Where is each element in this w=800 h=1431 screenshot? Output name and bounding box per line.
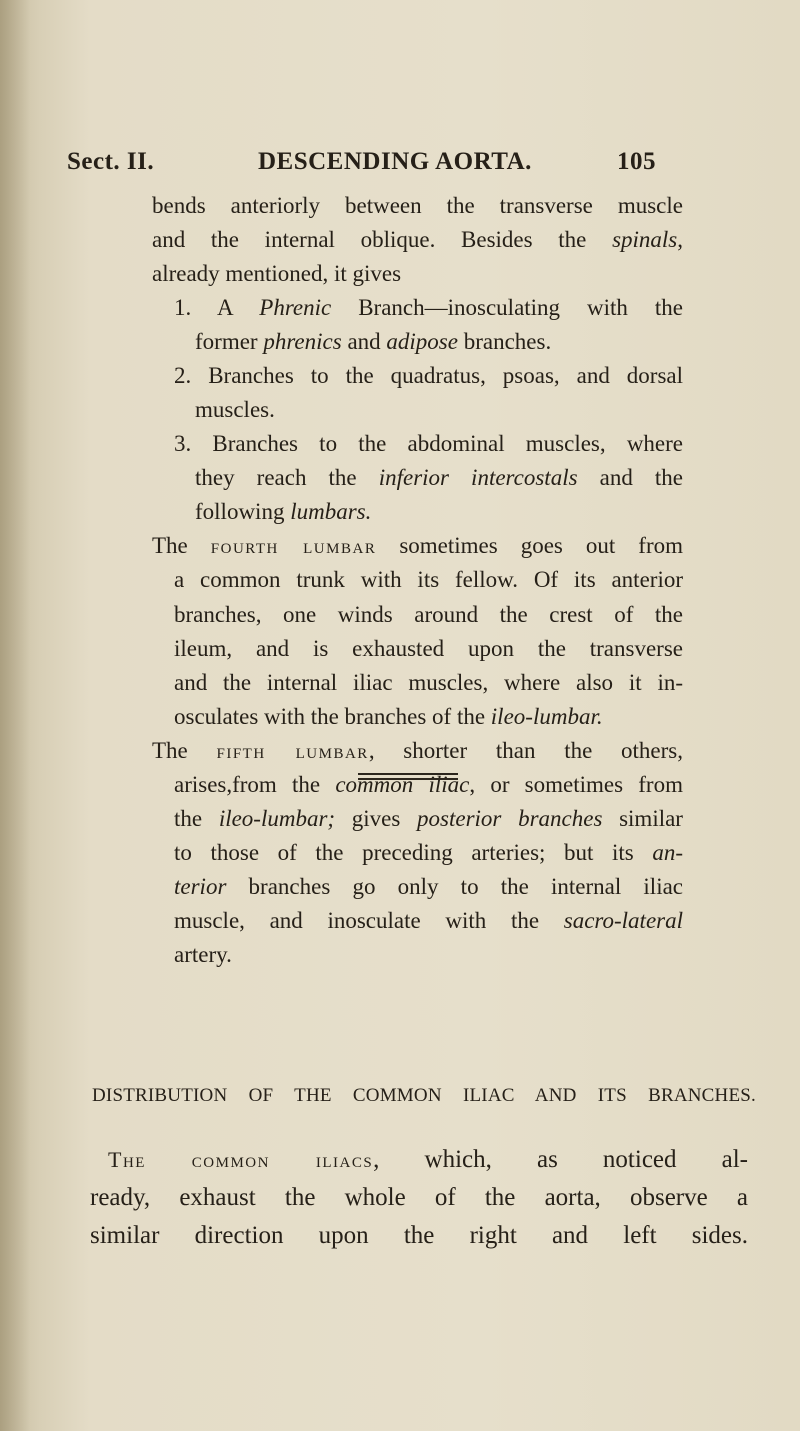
- italic-run: adipose: [386, 329, 458, 354]
- small-caps-run: The common iliacs: [108, 1147, 374, 1172]
- text-line: [174, 602, 683, 628]
- text-line: [195, 397, 275, 423]
- section-heading: [92, 1085, 756, 1107]
- text-line: [174, 295, 683, 321]
- text-run: and the internal oblique. Besides the: [152, 227, 613, 252]
- text-run: branches go only to the internal iliac: [226, 874, 683, 899]
- text-run: DISTRIBUTION OF THE COMMON ILIAC AND ITS BRANCHES.: [92, 1085, 756, 1106]
- text-run: and the: [577, 465, 683, 490]
- running-header: [67, 148, 767, 180]
- text-run: the: [174, 806, 219, 831]
- text-run: to those of the preceding arteries; but its: [174, 840, 653, 865]
- section-divider-rule: [358, 773, 458, 780]
- text-line: [174, 431, 683, 457]
- text-line: [152, 193, 683, 219]
- text-run: muscles.: [195, 397, 275, 422]
- text-line: [174, 363, 683, 389]
- text-run: muscle, and inosculate with the: [174, 908, 564, 933]
- text-line: [174, 567, 683, 593]
- text-line: [174, 636, 683, 662]
- text-line: [195, 499, 371, 525]
- text-run: bends anteriorly between the transverse muscle: [152, 193, 683, 218]
- text-line: [174, 942, 232, 968]
- text-line: [90, 1222, 748, 1250]
- italic-run: sacro-lateral: [563, 908, 683, 933]
- italic-run: Phrenic: [259, 295, 332, 320]
- text-run: , which, as noticed al-: [373, 1146, 748, 1173]
- text-line: [152, 261, 401, 287]
- text-run: artery.: [174, 942, 232, 967]
- text-run: Branch—inosculating with the: [331, 295, 683, 320]
- italic-run: common iliac: [335, 772, 470, 797]
- text-line: [174, 908, 683, 934]
- text-line: [152, 533, 683, 559]
- text-run: arises,from the: [174, 772, 336, 797]
- text-run: gives: [335, 806, 418, 831]
- text-line: [195, 329, 551, 355]
- text-run: branches.: [457, 329, 552, 354]
- text-line: [174, 704, 603, 730]
- text-run: similar direction upon the right and left sides.: [90, 1222, 748, 1249]
- text-run: The: [152, 738, 217, 763]
- text-run: already mentioned, it gives: [152, 261, 402, 286]
- text-run: , or sometimes from: [469, 772, 683, 797]
- text-line: [90, 1184, 748, 1212]
- italic-run: ileo-lumbar.: [490, 704, 603, 729]
- text-line: [174, 670, 683, 696]
- italic-run: terior: [174, 874, 227, 899]
- text-run: 1. A: [174, 295, 260, 320]
- small-caps-run: fifth lumbar: [216, 738, 369, 763]
- italic-run: ileo-lumbar;: [218, 806, 336, 831]
- text-line: [108, 1146, 748, 1174]
- text-run: 2. Branches to the quadratus, psoas, and dorsal: [174, 363, 683, 388]
- text-run: osculates with the branches of the: [174, 704, 491, 729]
- text-line: [152, 738, 683, 764]
- text-run: sometimes goes out from: [376, 533, 684, 558]
- text-run: branches, one winds around the crest of the: [174, 602, 683, 627]
- text-run: The: [152, 533, 211, 558]
- italic-run: inferior intercostals: [378, 465, 578, 490]
- text-run: similar: [602, 806, 683, 831]
- small-caps-run: fourth lumbar: [210, 533, 377, 558]
- text-run: and the internal iliac muscles, where also it in-: [174, 670, 683, 695]
- text-line: [174, 840, 683, 866]
- text-line: [174, 806, 683, 832]
- italic-run: phrenics: [263, 329, 342, 354]
- text-run: ready, exhaust the whole of the aorta, observe a: [90, 1184, 748, 1211]
- text-run: following: [195, 499, 291, 524]
- italic-run: spinals: [612, 227, 678, 252]
- text-run: ileum, and is exhausted upon the transverse: [174, 636, 683, 661]
- text-run: former: [195, 329, 264, 354]
- italic-run: posterior branches: [417, 806, 603, 831]
- text-line: [174, 874, 683, 900]
- text-run: 3. Branches to the abdominal muscles, where: [174, 431, 683, 456]
- italic-run: lumbars.: [290, 499, 372, 524]
- page-gutter-shadow: [0, 0, 30, 1431]
- header-page-number: 105: [617, 148, 656, 175]
- header-title: DESCENDING AORTA.: [258, 148, 532, 175]
- text-run: ,: [677, 227, 683, 252]
- text-line: [152, 227, 683, 253]
- header-section: Sect. II.: [67, 148, 155, 175]
- text-run: a common trunk with its fellow. Of its anterior: [174, 567, 683, 592]
- italic-run: an-: [652, 840, 683, 865]
- text-run: , shorter than the others,: [368, 738, 683, 763]
- text-run: they reach the: [195, 465, 379, 490]
- text-line: [195, 465, 683, 491]
- text-run: and: [341, 329, 387, 354]
